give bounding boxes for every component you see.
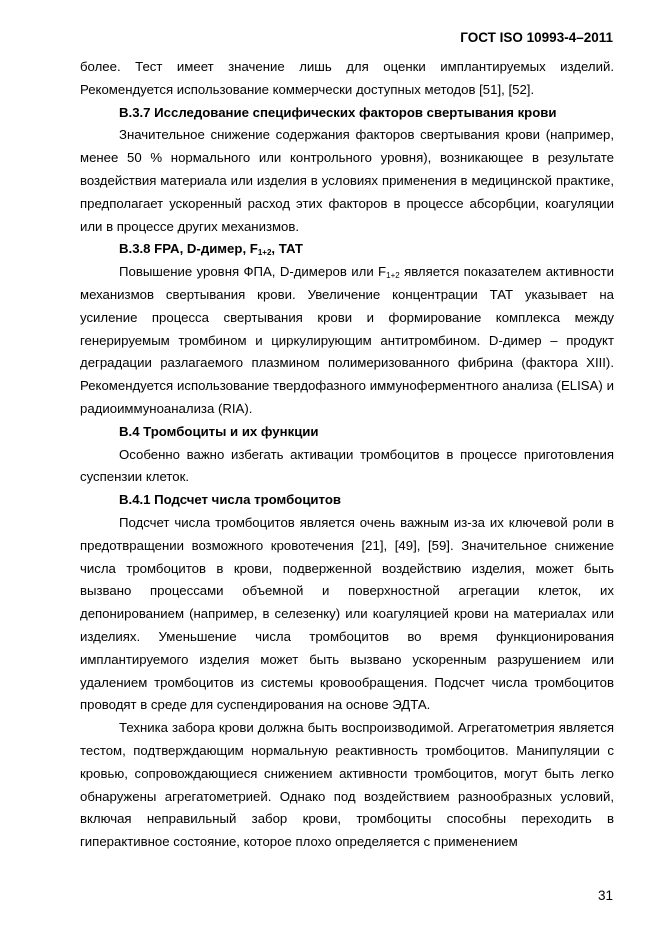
paragraph-continuation: более. Тест имеет значение лишь для оценки имплантируемых изделий. Рекомендуется использование коммерчески доступных методов [51], [52]. (80, 59, 614, 97)
heading-b38-subscript: 1+2 (257, 248, 272, 258)
standard-header: ГОСТ ISO 10993-4–2011 (460, 30, 613, 45)
paragraph-b38-part2: является показателем активности механизмов свертывания крови. Увеличение концентрации ТАТ указывает на усиление процесса свертывания крови и формирование комплекса между генерируемым тромбином и циркулирующим антитромбином. D-димер – продукт деградации разлагаемого плазмином полимеризованного фибрина (фактора XIII). Рекомендуется использование твердофазного иммуноферментного анализа (ELISA) и радиоиммуноанализа (RIA). (80, 264, 615, 416)
paragraph-b38-part1: Повышение уровня ФПА, D-димеров или F (119, 264, 387, 280)
paragraph-b41-technique: Техника забора крови должна быть воспроизводимой. Агрегатометрия является тестом, подтверждающим нормальную реактивность тромбоцитов. Манипуляции с кровью, сопровождающиеся снижением активности тромбоцитов, могут быть легко обнаружены агрегатометрией. Однако под воздействием разнообразных условий, включая неправильный забор крови, тромбоциты способны переходить в гиперактивное состояние, которое плохо определяется с применением (80, 720, 614, 850)
document-body (80, 56, 614, 854)
section-heading-b37: В.3.7 Исследование специфических факторов свертывания крови (119, 104, 557, 120)
section-heading-b4: В.4 Тромбоциты и их функции (119, 423, 319, 439)
heading-b38-part1: В.3.8 FPA, D-димер, F (119, 241, 258, 257)
paragraph-b38-subscript: 1+2 (386, 271, 400, 281)
paragraph-b38 (80, 261, 614, 421)
page-number: 31 (597, 888, 613, 903)
section-heading-b41: В.4.1 Подсчет числа тромбоцитов (119, 492, 341, 508)
paragraph-b41: Подсчет числа тромбоцитов является очень важным из-за их ключевой роли в предотвращении возможного кровотечения [21], [49], [59]. Значительное снижение числа тромбоцитов в крови, подверженной воздействию изделия, может быть вызвано процессами объемной и поверхностной агрегации клеток, их депонированием (например, в селезенку) или коагуляцией крови на материалах или изделиях. Уменьшение числа тромбоцитов во время функционирования имплантируемого изделия может быть вызвано ускоренным разрушением или удалением тромбоцитов из системы кровообращения. Подсчет числа тромбоцитов проводят в среде для суспендирования на основе ЭДТА. (80, 514, 614, 713)
paragraph-b4: Особенно важно избегать активации тромбоцитов в процессе приготовления суспензии клеток. (80, 446, 614, 485)
paragraph-b37: Значительное снижение содержания факторов свертывания крови (например, менее 50 % нормального или контрольного уровня), возникающее в результате воздействия материала или изделия в условиях применения в медицинской практике, предполагает ускоренный расход этих факторов в процессе абсорбции, коагуляции или в процессе других механизмов. (80, 127, 614, 234)
heading-b38-part2: , ТАТ (271, 241, 303, 257)
section-heading-b38 (80, 238, 614, 261)
